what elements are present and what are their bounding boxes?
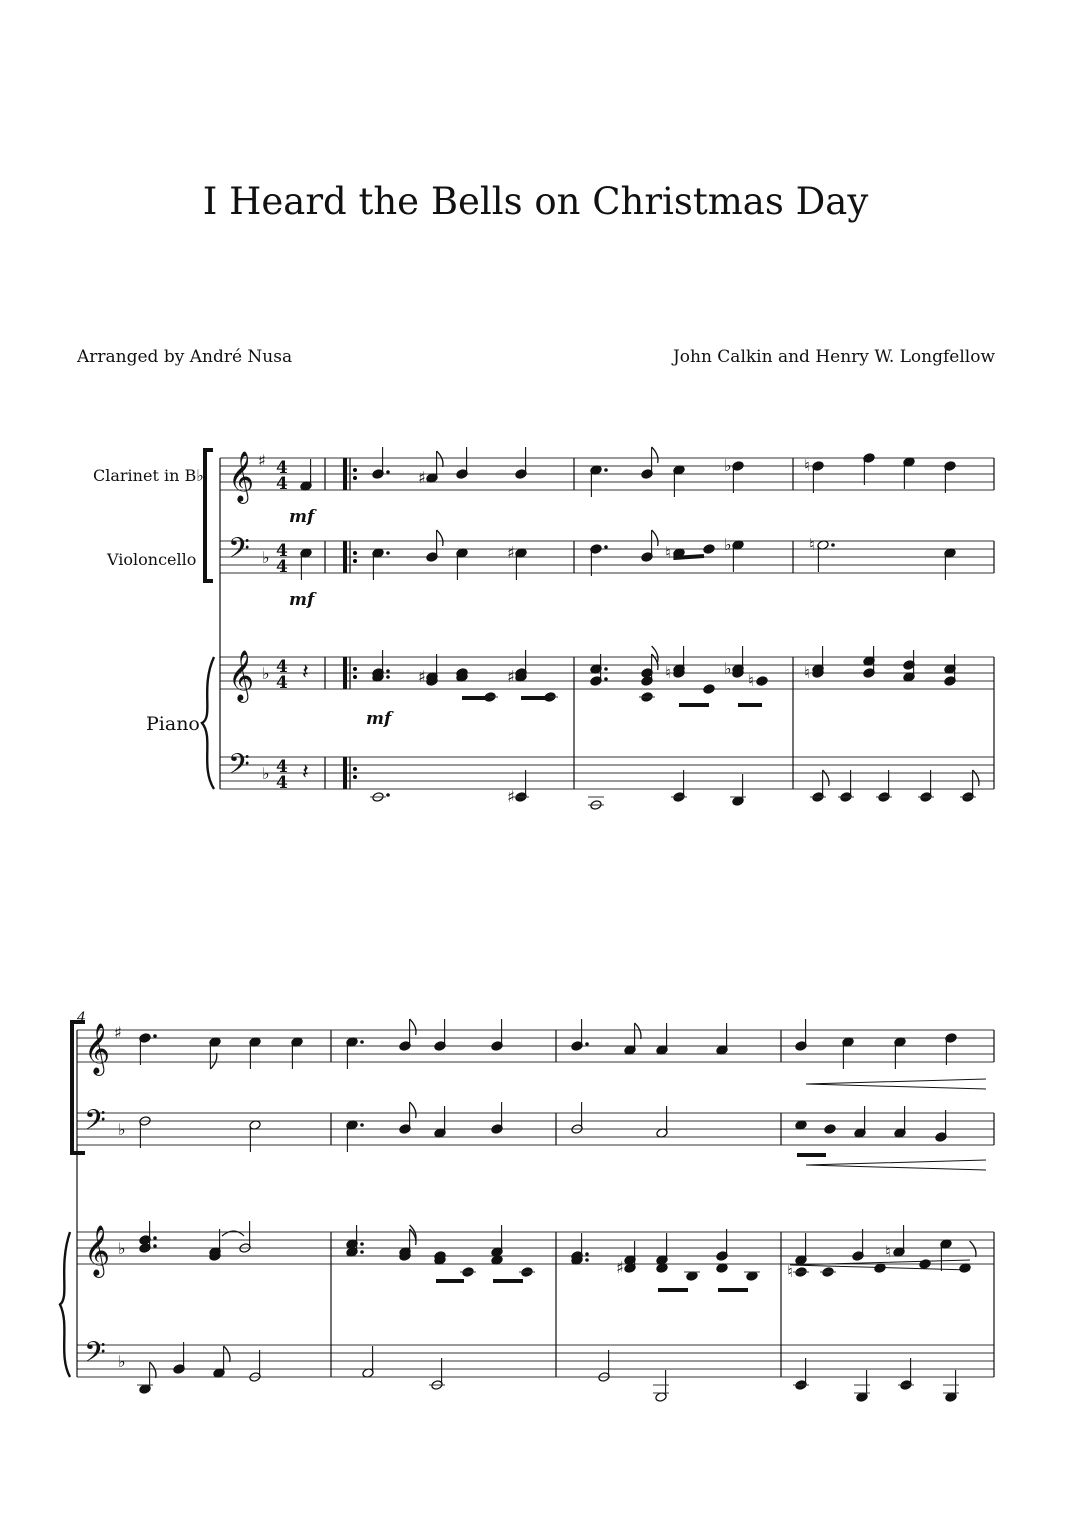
repeat-dot <box>353 667 357 671</box>
label-cello: Violoncello <box>107 550 197 569</box>
accidental: ♯ <box>507 543 515 562</box>
time-sig-top: 4 <box>276 757 288 777</box>
accidental: ♯ <box>616 1258 624 1277</box>
piano-brace-2 <box>60 1232 70 1377</box>
arranger-credit: Arranged by André Nusa <box>77 347 293 367</box>
aug-dot <box>604 468 608 472</box>
piano-brace <box>202 657 214 789</box>
system-2 <box>60 1010 994 1402</box>
beam <box>674 556 704 558</box>
note-flag <box>635 1023 641 1039</box>
treble-clef: 𝄞 <box>84 1023 111 1074</box>
note-head <box>919 1259 931 1270</box>
note-head <box>824 1124 836 1135</box>
repeat-thick-bar <box>343 458 347 490</box>
measure-number: 4 <box>77 1010 86 1026</box>
aug-dot <box>386 675 390 679</box>
composer-credit: John Calkin and Henry W. Longfellow <box>672 347 995 367</box>
note-flag <box>652 530 658 546</box>
aug-dot <box>604 677 608 681</box>
repeat-dot <box>353 775 357 779</box>
accidental: ♮ <box>804 663 810 682</box>
note-flag <box>224 1346 230 1362</box>
accidental: ♮ <box>665 543 671 562</box>
aug-dot <box>604 667 608 671</box>
staff-clarinet <box>220 458 994 490</box>
key-signature-flat: ♭ <box>262 764 270 783</box>
dynamic-mf: mf <box>289 590 315 610</box>
dynamic-mf: mf <box>366 709 392 729</box>
quarter-rest: 𝄽 <box>302 660 309 685</box>
score-title: I Heard the Bells on Christmas Day <box>202 180 869 223</box>
key-signature-sharp: ♯ <box>258 451 266 470</box>
accidental: ♮ <box>787 1262 793 1281</box>
repeat-thick-bar <box>343 541 347 573</box>
label-piano: Piano <box>146 713 200 735</box>
key-signature-flat: ♭ <box>118 1239 126 1258</box>
crescendo-hairpin <box>806 1079 986 1089</box>
note-flag <box>410 1102 416 1118</box>
accidental: ♯ <box>418 667 426 686</box>
accidental: ♮ <box>809 535 815 554</box>
treble-clef: 𝄞 <box>228 650 255 701</box>
accidental: ♭ <box>724 456 732 475</box>
note-flag <box>973 770 979 786</box>
note-flag <box>210 1053 216 1069</box>
repeat-dot <box>353 675 357 679</box>
accidental: ♮ <box>665 663 671 682</box>
repeat-dot <box>353 476 357 480</box>
time-sig-top: 4 <box>276 657 288 677</box>
accidental: ♯ <box>507 787 515 806</box>
time-sig-top: 4 <box>276 458 288 478</box>
aug-dot <box>831 543 835 547</box>
bass-clef: 𝄢 <box>228 748 250 788</box>
aug-dot <box>386 793 390 797</box>
key-signature-flat: ♭ <box>262 664 270 683</box>
aug-dot <box>585 1042 589 1046</box>
note-flag <box>410 1019 416 1035</box>
aug-dot <box>585 1252 589 1256</box>
repeat-thick-bar <box>343 757 347 789</box>
bass-clef: 𝄢 <box>84 1104 106 1144</box>
aug-dot <box>360 1250 364 1254</box>
aug-dot <box>386 470 390 474</box>
key-signature-sharp: ♯ <box>114 1023 122 1042</box>
key-signature-flat: ♭ <box>118 1120 126 1139</box>
aug-dot <box>360 1040 364 1044</box>
bass-clef: 𝄢 <box>228 532 250 572</box>
note-flag <box>150 1362 156 1378</box>
note-flag <box>652 654 658 670</box>
aug-dot <box>585 1258 589 1262</box>
aug-dot <box>360 1123 364 1127</box>
aug-dot <box>153 1244 157 1248</box>
note-head <box>703 684 715 695</box>
repeat-dot <box>353 468 357 472</box>
aug-dot <box>604 545 608 549</box>
accidental: ♮ <box>885 1242 891 1261</box>
crescendo-hairpin <box>806 1160 986 1170</box>
accidental: ♮ <box>804 456 810 475</box>
accidental: ♯ <box>418 468 426 487</box>
note-head <box>703 544 715 555</box>
time-sig-bottom: 4 <box>276 557 288 577</box>
time-sig-bottom: 4 <box>276 474 288 494</box>
time-sig-top: 4 <box>276 541 288 561</box>
aug-dot <box>386 551 390 555</box>
dynamic-mf: mf <box>289 507 315 527</box>
repeat-thick-bar <box>343 657 347 689</box>
system-1 <box>93 447 994 810</box>
key-signature-flat: ♭ <box>262 548 270 567</box>
time-sig-bottom: 4 <box>276 773 288 793</box>
repeat-dot <box>353 559 357 563</box>
label-clarinet: Clarinet in B♭ <box>93 466 204 485</box>
treble-clef: 𝄞 <box>84 1225 111 1276</box>
key-signature-flat: ♭ <box>118 1352 126 1371</box>
time-sig-bottom: 4 <box>276 673 288 693</box>
accidental: ♭ <box>724 659 732 678</box>
bass-clef: 𝄢 <box>84 1336 106 1376</box>
note-head <box>756 676 768 687</box>
aug-dot <box>360 1242 364 1246</box>
aug-dot <box>153 1236 157 1240</box>
repeat-dot <box>353 551 357 555</box>
treble-clef: 𝄞 <box>228 451 255 502</box>
note-flag <box>437 530 443 546</box>
repeat-dot <box>353 767 357 771</box>
quarter-rest: 𝄽 <box>302 760 309 785</box>
staff-cello-2 <box>77 1113 994 1145</box>
accidental: ♭ <box>724 535 732 554</box>
staff-piano-rh <box>220 657 994 689</box>
note-flag <box>652 447 658 463</box>
accidental: ♯ <box>507 667 515 686</box>
note-flag <box>823 770 829 786</box>
note-flag <box>970 1241 976 1257</box>
aug-dot <box>386 669 390 673</box>
accidental: ♮ <box>748 671 754 690</box>
group-bracket <box>205 450 213 581</box>
aug-dot <box>153 1034 157 1038</box>
staff-piano-lh <box>220 757 994 789</box>
note-flag <box>437 451 443 467</box>
note-flag <box>652 646 658 662</box>
